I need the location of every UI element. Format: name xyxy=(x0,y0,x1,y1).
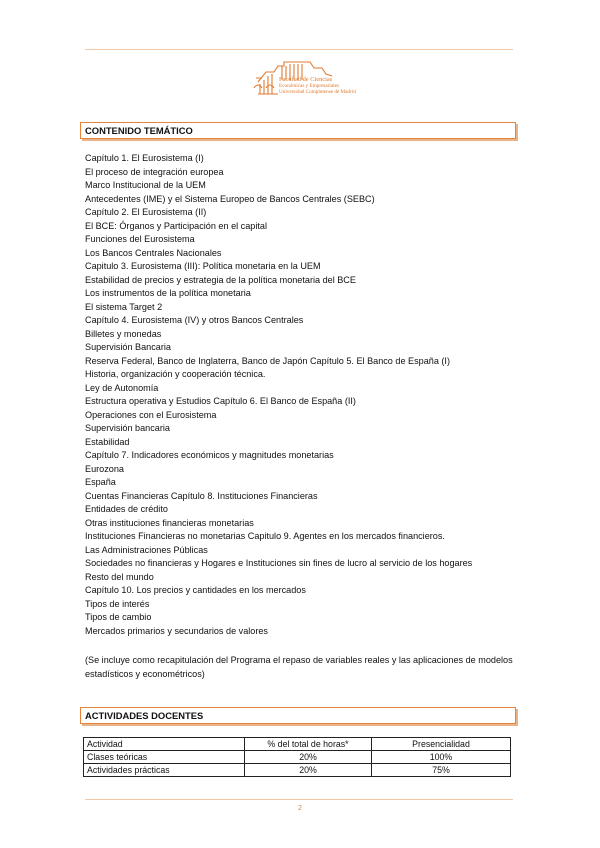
content-line: Capitulo 3. Eurosistema (III): Política monetaria en la UEM xyxy=(85,261,321,271)
column-header: Actividad xyxy=(84,738,245,751)
content-line: Los Bancos Centrales Nacionales xyxy=(85,247,222,258)
table-cell: 20% xyxy=(245,751,372,764)
table-cell: 75% xyxy=(372,764,511,777)
column-header: Presencialidad xyxy=(372,738,511,751)
activities-table xyxy=(83,737,511,777)
content-line: Capítulo 1. El Eurosistema (I) xyxy=(85,153,204,163)
content-line: El proceso de integración europea xyxy=(85,166,224,177)
content-line: Tipos de cambio xyxy=(85,612,152,622)
content-line: Capítulo 7. Indicadores económicos y magnitudes monetarias xyxy=(85,450,334,460)
logo-caption xyxy=(279,77,356,96)
logo-line: Económicas y Empresariales xyxy=(279,83,339,90)
table-cell: Clases teóricas xyxy=(84,751,245,764)
content-line: España xyxy=(85,477,116,487)
content-line: Operaciones con el Eurosistema xyxy=(85,409,217,420)
content-line: Sociedades no financieras y Hogares e Instituciones sin fines de lucro al servicio de los hogares xyxy=(85,558,473,568)
content-line: Mercados primarios y secundarios de valores xyxy=(85,625,268,636)
contenido-heading-box xyxy=(80,122,516,139)
actividades-heading: ACTIVIDADES DOCENTES xyxy=(85,710,204,721)
content-line: Las Administraciones Públicas xyxy=(85,544,208,555)
actividades-heading-box xyxy=(80,707,516,724)
logo-line: Facultad de Ciencias xyxy=(279,76,333,83)
content-line: Otras instituciones financieras monetarias xyxy=(85,517,254,528)
content-line: Instituciones Financieras no monetarias Capitulo 9. Agentes en los mercados financieros. xyxy=(85,531,445,541)
logo-line: Universidad Complutense de Madrid xyxy=(279,89,356,96)
content-line: Funciones del Eurosistema xyxy=(85,234,195,244)
content-line: Estructura operativa y Estudios Capítulo 6. El Banco de España (II) xyxy=(85,396,356,406)
content-line: El sistema Target 2 xyxy=(85,301,163,312)
content-line: Ley de Autonomía xyxy=(85,382,159,393)
content-line: Estabilidad de precios y estrategia de la política monetaria del BCE xyxy=(85,274,356,285)
content-line: Supervisión bancaria xyxy=(85,423,170,433)
content-line: Cuentas Financieras Capítulo 8. Instituciones Financieras xyxy=(85,490,318,501)
contenido-heading: CONTENIDO TEMÁTICO xyxy=(85,125,193,136)
content-line: Estabilidad xyxy=(85,436,130,447)
content-line: Historia, organización y cooperación técnica. xyxy=(85,369,266,379)
content-line: Antecedentes (IME) y el Sistema Europeo de Bancos Centrales (SEBC) xyxy=(85,193,375,204)
table-row xyxy=(84,751,511,764)
faculty-logo xyxy=(252,58,356,110)
content-line: Capítulo 4. Eurosistema (IV) y otros Bancos Centrales xyxy=(85,315,304,325)
content-line: Capítulo 2. El Eurosistema (II) xyxy=(85,207,207,217)
content-line: Entidades de crédito xyxy=(85,504,168,514)
contenido-list xyxy=(85,152,472,638)
table-cell: 100% xyxy=(372,751,511,764)
program-note: (Se incluye como recapitulación del Programa el repaso de variables reales y las aplicaciones de modelos estadísticos y econométricos) xyxy=(85,655,513,679)
content-line: Capítulo 10. Los precios y cantidades en los mercados xyxy=(85,585,306,595)
header-rule xyxy=(85,49,513,50)
content-line: Resto del mundo xyxy=(85,571,154,582)
table-header-row xyxy=(84,738,511,751)
content-line: Billetes y monedas xyxy=(85,328,162,339)
content-line: Eurozona xyxy=(85,463,124,474)
content-line: El BCE: Órganos y Participación en el capital xyxy=(85,220,267,231)
table-cell: 20% xyxy=(245,764,372,777)
content-line: Marco Institucional de la UEM xyxy=(85,180,206,190)
content-line: Tipos de interés xyxy=(85,598,150,609)
column-header: % del total de horas* xyxy=(245,738,372,751)
content-line: Los instrumentos de la política monetaria xyxy=(85,288,251,298)
table-row xyxy=(84,764,511,777)
content-line: Reserva Federal, Banco de Inglaterra, Banco de Japón Capítulo 5. El Banco de España (I) xyxy=(85,355,450,366)
table-cell: Actividades prácticas xyxy=(84,764,245,777)
content-line: Supervisión Bancaria xyxy=(85,342,171,352)
page-number: 2 xyxy=(297,803,303,812)
footer-rule xyxy=(85,799,513,800)
